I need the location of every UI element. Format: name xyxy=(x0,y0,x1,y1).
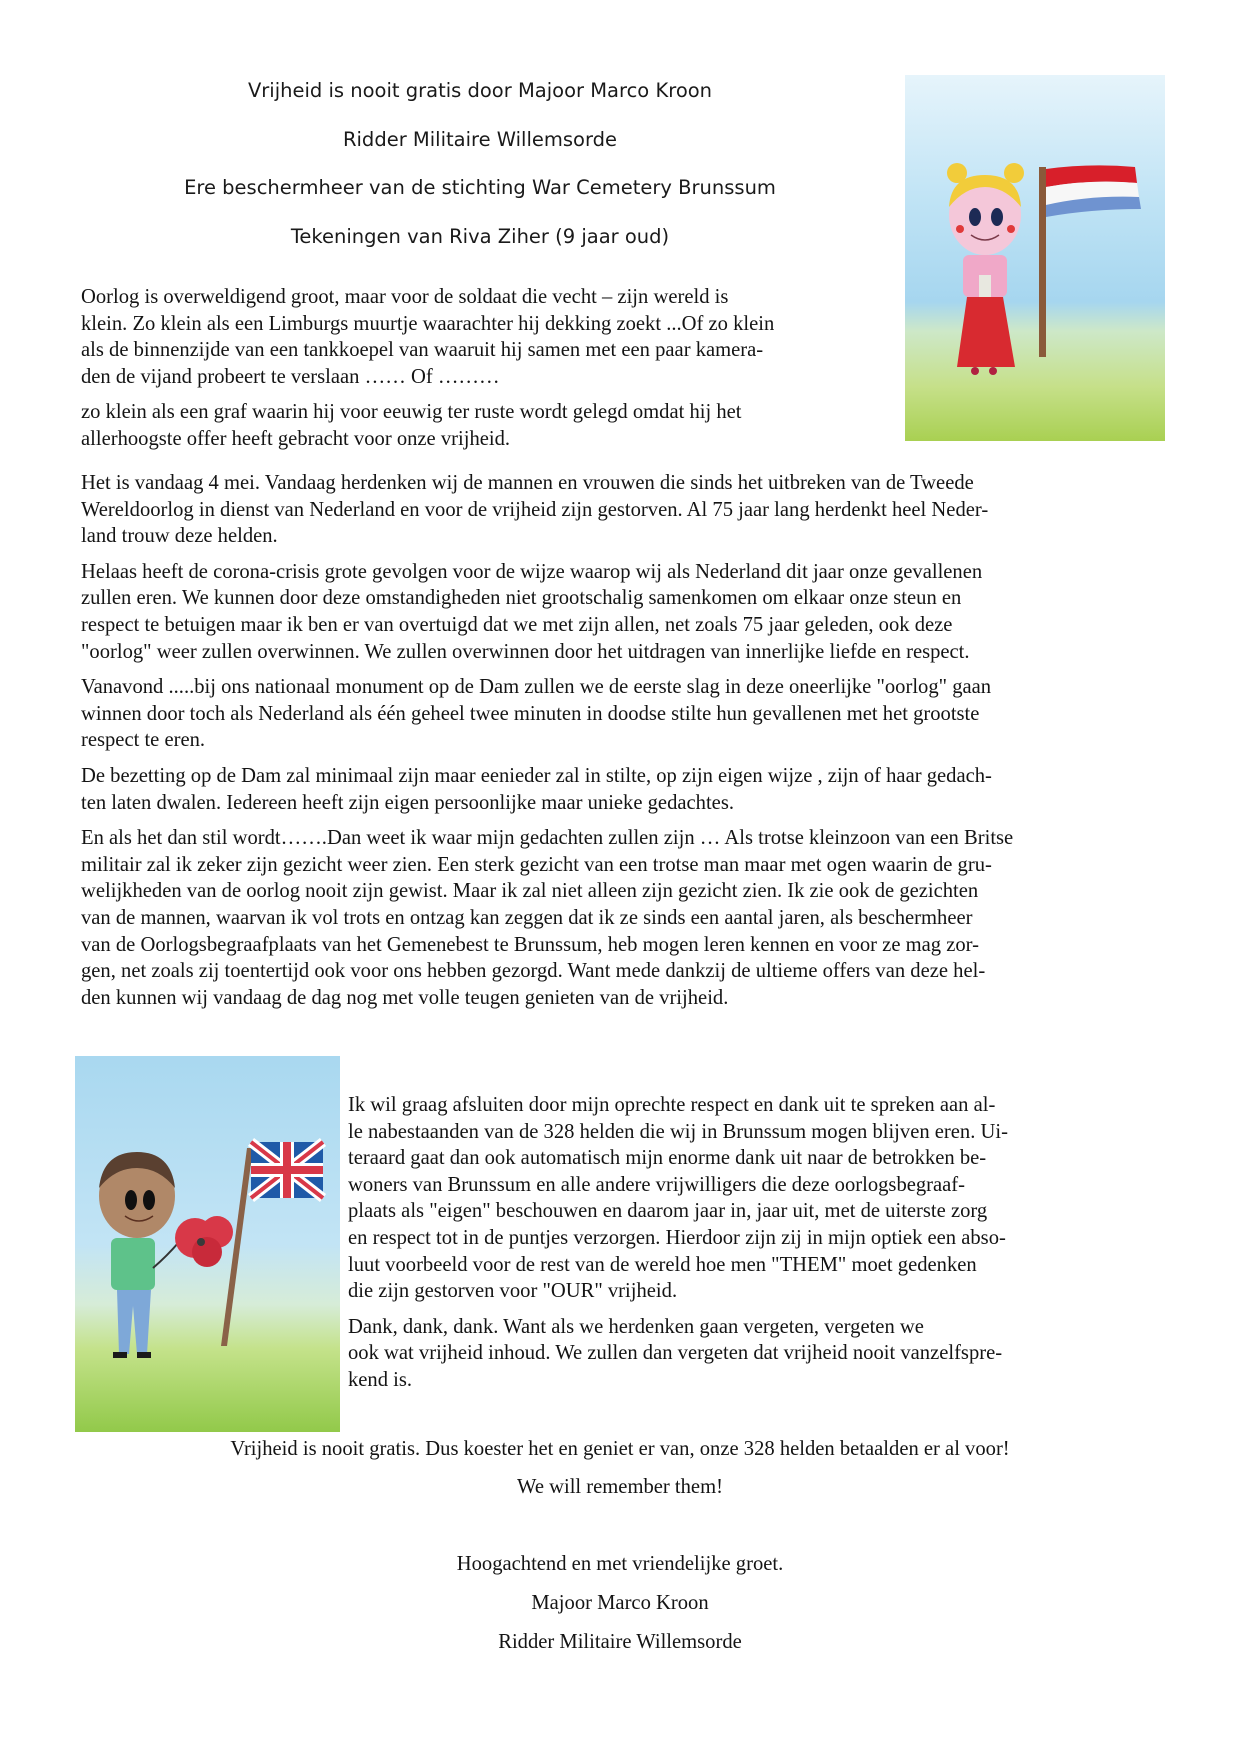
paragraph xyxy=(81,674,1013,754)
text-line: Het is vandaag 4 mei. Vandaag herdenken wij de mannen en vrouwen die sinds het uitbreken van de Tweede xyxy=(81,472,974,494)
paragraph xyxy=(81,559,1013,665)
signature-title: Ridder Militaire Willemsorde xyxy=(498,1631,742,1653)
text-line: als de binnenzijde van een tankkoepel van waaruit hij samen met een paar kamera- xyxy=(81,339,764,362)
text-line: ten laten dwalen. Iedereen heeft zijn eigen persoonlijke maar unieke gedachtes. xyxy=(81,791,734,814)
intro-section xyxy=(81,284,774,462)
text-line: gen, net zoals zij toentertijd ook voor ons hebben gezorgd. Want mede dankzij de ultieme offers van deze hel- xyxy=(81,960,986,983)
signature-name: Majoor Marco Kroon xyxy=(531,1592,709,1614)
text-line: Oorlog is overweldigend groot, maar voor de soldaat die vecht – zijn wereld is xyxy=(81,286,729,308)
closing-statement: Vrijheid is nooit gratis. Dus koester het en geniet er van, onze 328 helden betaalden er al voor! xyxy=(230,1438,1010,1460)
main-section xyxy=(81,470,1013,1020)
text-line: den de vijand probeert te verslaan …… Of ……… xyxy=(81,365,500,388)
text-line: plaats als "eigen" beschouwen en daarom jaar in, jaar uit, met de uiterste zorg xyxy=(348,1200,988,1223)
text-line: respect te eren. xyxy=(81,729,206,752)
text-line: land trouw deze helden. xyxy=(81,525,278,548)
greeting: Hoogachtend en met vriendelijke groet. xyxy=(456,1553,784,1575)
text-line: Vanavond .....bij ons nationaal monument op de Dam zullen we de eerste slag in deze oneerlijke "oorlog" gaan xyxy=(81,676,992,699)
paragraph xyxy=(348,1092,1008,1305)
author-role: Ere beschermheer van de stichting War Cemetery Brunssum xyxy=(184,176,776,199)
text-line: zullen eren. We kunnen door deze omstandigheden niet grootschalig samenkomen om elkaar onze steun en xyxy=(81,587,962,610)
text-line: van de Oorlogsbegraafplaats van het Gemenebest te Brunssum, heb mogen leren kennen en voor ze mag zor- xyxy=(81,933,979,956)
text-line: van de mannen, waarvan ik vol trots en ontzag kan zeggen dat ik ze sinds een aantal jaren, als beschermheer xyxy=(81,906,973,929)
text-line: militair zal ik zeker zijn gezicht weer zien. Een sterk gezicht van een trotse man maar met ogen waarin de gru- xyxy=(81,853,992,876)
paragraph xyxy=(348,1314,1008,1394)
text-line: luut voorbeeld voor de rest van de wereld hoe men "THEM" moet gedenken xyxy=(348,1253,977,1276)
drawings-credit: Tekeningen van Riva Ziher (9 jaar oud) xyxy=(290,224,670,248)
paragraph xyxy=(81,763,1013,816)
text-line: Ik wil graag afsluiten door mijn oprechte respect en dank uit te spreken aan al- xyxy=(348,1094,996,1116)
drawing-boy-with-union-jack xyxy=(75,1056,340,1432)
drawing-girl-with-dutch-flag xyxy=(905,75,1165,441)
text-line: Wereldoorlog in dienst van Nederland en voor de vrijheid zijn gestorven. Al 75 jaar lang herdenkt heel Neder- xyxy=(81,498,989,521)
text-line: le nabestaanden van de 328 helden die wij in Brunssum mogen blijven eren. Ui- xyxy=(348,1120,1008,1143)
text-line: teraard gaat dan ook automatisch mijn enorme dank uit naar de betrokken be- xyxy=(348,1147,987,1170)
paragraph xyxy=(81,470,1013,550)
text-line: respect te betuigen maar ik ben er van overtuigd dat we met zijn allen, net zoals 75 jaar geleden, ook deze xyxy=(81,613,953,636)
text-line: den kunnen wij vandaag de dag nog met volle teugen genieten van de vrijheid. xyxy=(81,986,729,1009)
text-line: kend is. xyxy=(348,1368,413,1391)
text-line: Helaas heeft de corona-crisis grote gevolgen voor de wijze waarop wij als Nederland dit jaar onze gevallenen xyxy=(81,560,983,583)
text-line: De bezetting op de Dam zal minimaal zijn maar eenieder zal in stilte, op zijn eigen wijze , zijn of haar gedach- xyxy=(81,764,992,787)
paragraph xyxy=(81,399,774,452)
text-line: winnen door toch als Nederland als één geheel twee minuten in doodse stilte hun gevallenen met het grootste xyxy=(81,702,980,725)
text-line: allerhoogste offer heeft gebracht voor onze vrijheid. xyxy=(81,427,511,450)
document-title: Vrijheid is nooit gratis door Majoor Marco Kroon xyxy=(247,79,713,102)
text-line: zo klein als een graf waarin hij voor eeuwig ter ruste wordt gelegd omdat hij het xyxy=(81,401,742,424)
flag-pole xyxy=(1039,167,1046,357)
text-line: Dank, dank, dank. Want als we herdenken gaan vergeten, vergeten we xyxy=(348,1315,924,1338)
document-header xyxy=(60,78,900,272)
text-line: "oorlog" weer zullen overwinnen. We zullen overwinnen door het uitdragen van innerlijke liefde en respect. xyxy=(81,640,970,663)
closing-section xyxy=(348,1092,1008,1403)
text-line: die zijn gestorven voor "OUR" vrijheid. xyxy=(348,1280,678,1303)
author-honor: Ridder Militaire Willemsorde xyxy=(342,127,618,151)
text-line: welijkheden van de oorlog nooit zijn gewist. Maar ik zal niet alleen zijn gezicht zien. Ik zie ook de gezichten xyxy=(81,880,979,903)
text-line: ook wat vrijheid inhoud. We zullen dan vergeten dat vrijheid nooit vanzelfspre- xyxy=(348,1342,1003,1365)
text-line: klein. Zo klein als een Limburgs muurtje waarachter hij dekking zoekt ...Of zo klein xyxy=(81,312,775,335)
paragraph xyxy=(81,284,774,390)
paragraph xyxy=(81,825,1013,1011)
text-line: En als het dan stil wordt…….Dan weet ik waar mijn gedachten zullen zijn … Als trotse kleinzoon van een Britse xyxy=(81,827,1014,850)
text-line: woners van Brunssum en alle andere vrijwilligers die deze oorlogsbegraaf- xyxy=(348,1173,966,1196)
remember-line: We will remember them! xyxy=(517,1476,723,1498)
text-line: en respect tot in de puntjes verzorgen. Hierdoor zijn zij in mijn optiek een abso- xyxy=(348,1226,1006,1249)
